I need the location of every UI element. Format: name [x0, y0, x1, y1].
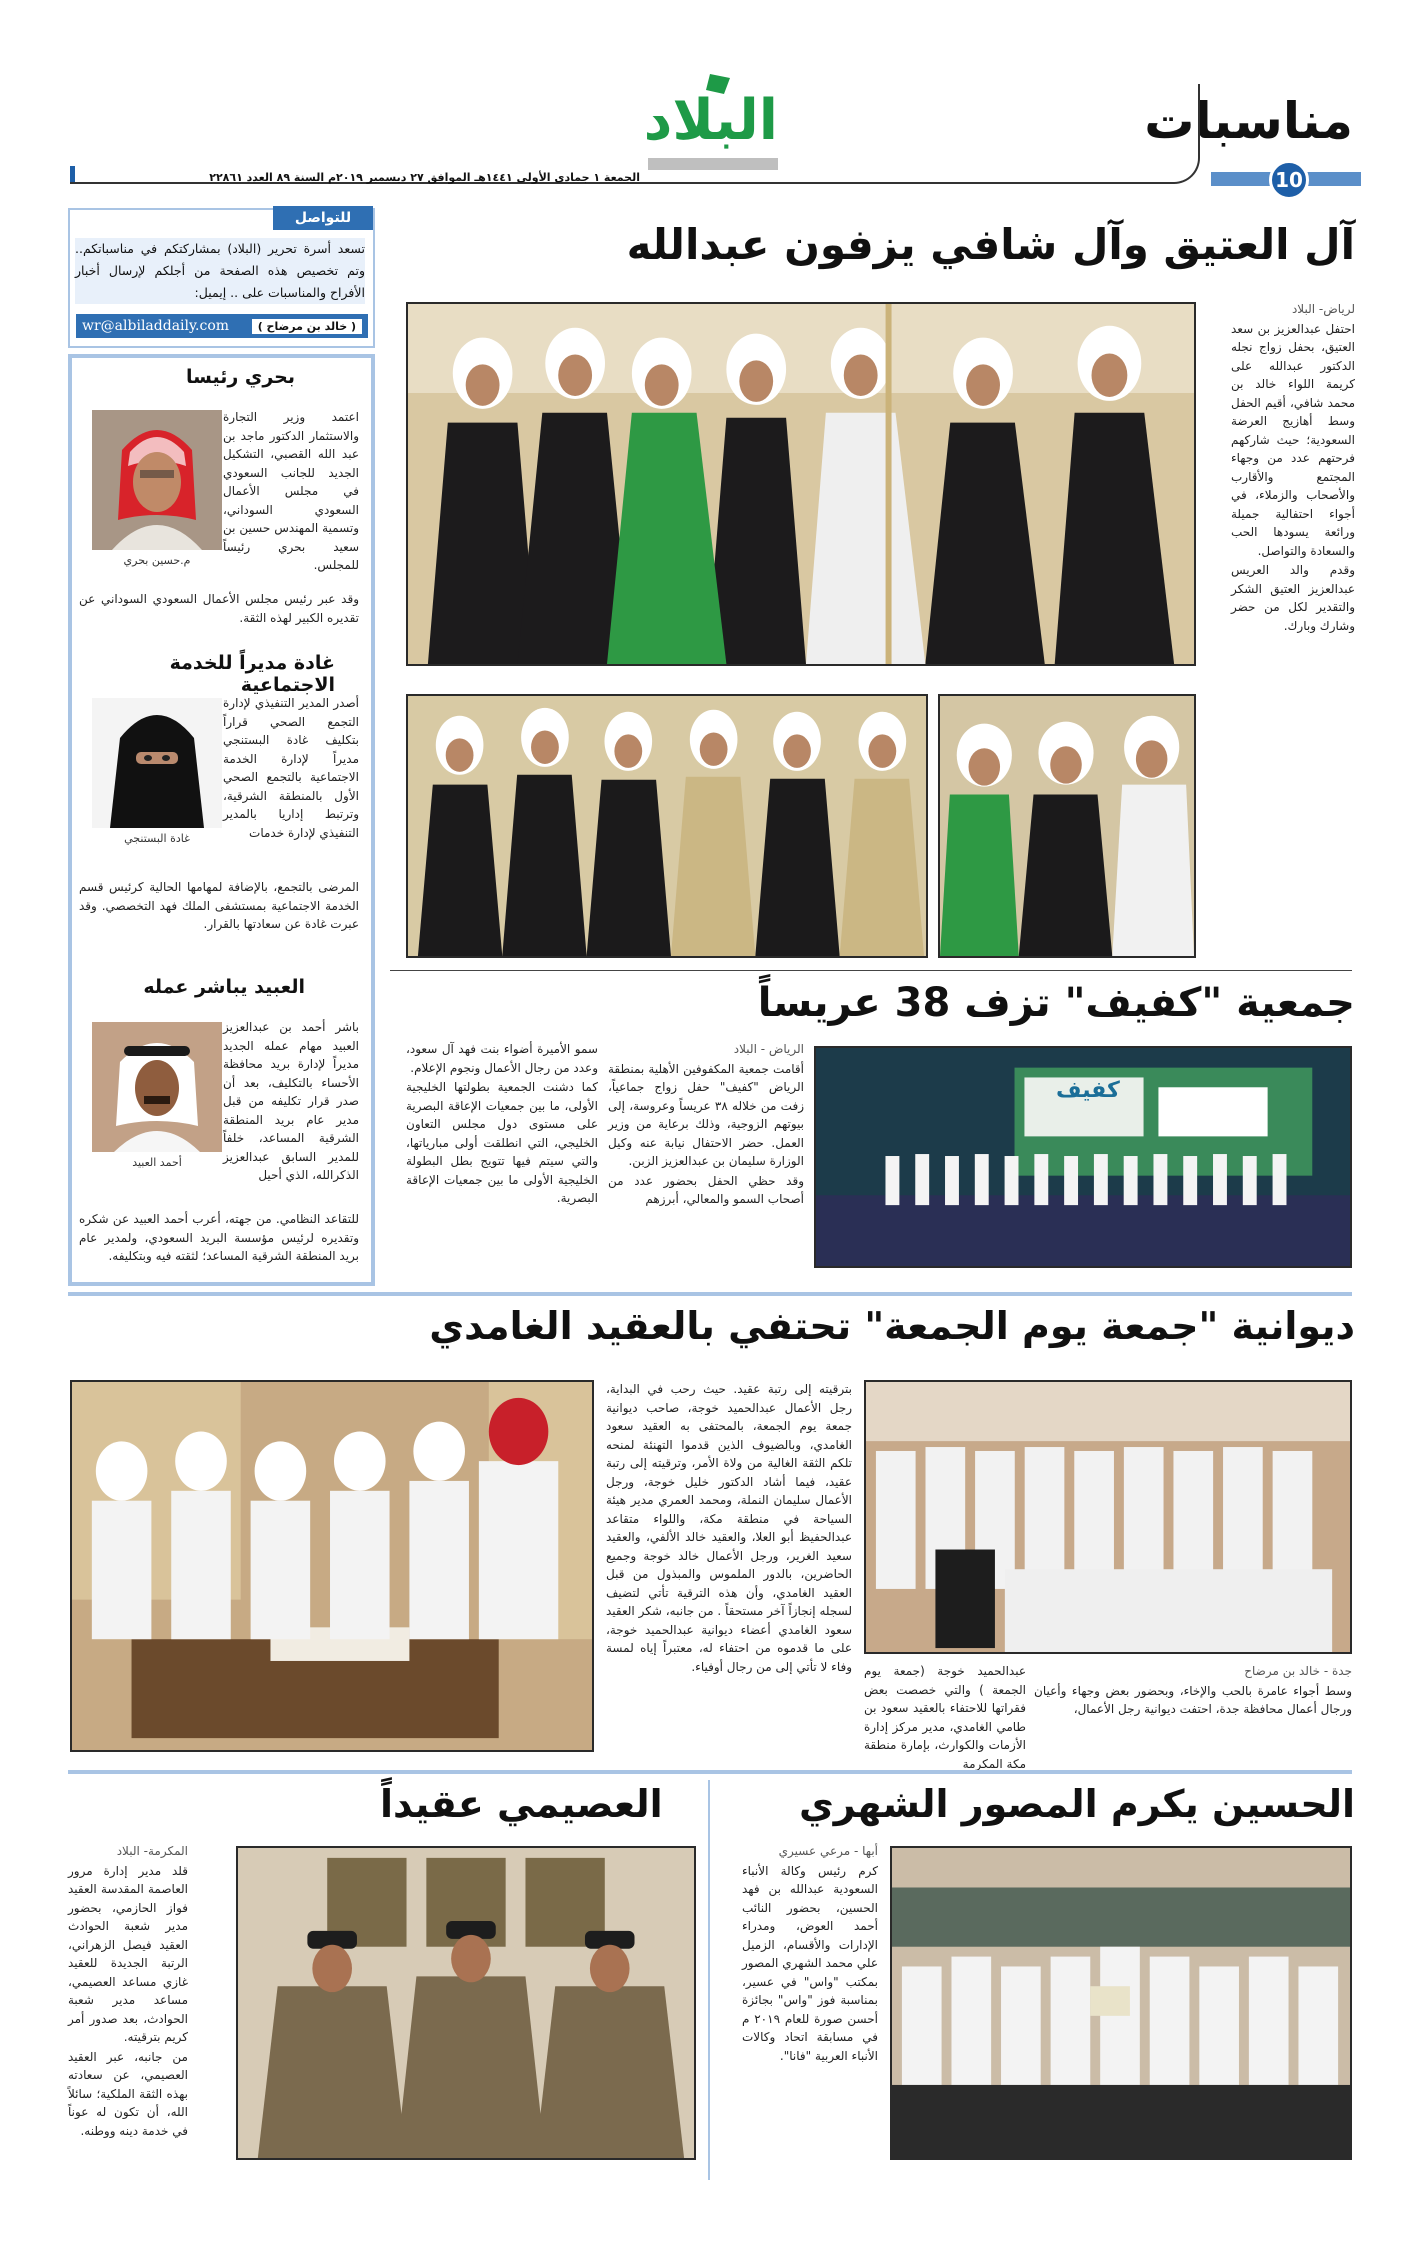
story1-main-photo — [406, 302, 1196, 666]
sidebar-title-obaid: العبيد يباشر عمله — [143, 976, 305, 998]
contact-box — [68, 208, 375, 348]
story5-text: قلد مدير إدارة مرور العاصمة المقدسة العقيد فواز الحازمي، بحضور مدير شعبة الحوادث العقيد فيصل الزهراني، الرتبة الجديدة للعقيد غازي مساعد العصيمي، مساعد مدير شعبة الحوادث، بعد صدور أمر كريم بترقيته. — [68, 1863, 188, 2044]
story1-photo-left — [406, 694, 928, 958]
story5-tail: من جانبه، عبر العقيد العصيمي، عن سعادته بهذه الثقة الملكية؛ سائلاً الله، أن تكون له عوناً في خدمة دينه ووطنه. — [68, 2049, 188, 2138]
sidebar-text-obaid: باشر أحمد بن عبدالعزيز العبيد مهام عمله الجديد مديراً لإدارة بريد محافظة الأحساء بالتكليف، بعد أن صدر قرار تكليفه من قبل مدير عام بريد المنطقة الشرقية المساعد، خلفاً للمدير السابق عبدالعزيز الذكرالله، الذي أحيل — [223, 1020, 359, 1182]
issue-dateline: الجمعة ١ جمادى الأولى ١٤٤١هـ الموافق ٢٧ ديسمبر ٢٠١٩م السنة ٨٩ العدد ٢٢٨٦١ — [209, 171, 640, 184]
page-number-badge — [1269, 160, 1309, 200]
story1-photo-right — [938, 694, 1196, 958]
contact-title: للتواصل — [273, 206, 373, 230]
caption-bahri: م.حسين بحري — [123, 554, 191, 567]
story1-tail: وقدم والد العريس عبدالعزيز العتيق الشكر والتقدير لكل من حضر وشارك وبارك. — [1231, 563, 1355, 633]
sidebar-text-ghada: أصدر المدير التنفيذي لإدارة التجمع الصحي قراراً بتكليف غادة البستنجي مديراً لإدارة الخدمة الاجتماعية بالتجمع الصحي الأول بالمنطقة الشرقية، وترتبط إداريا بالمدير التنفيذي لإدارة خدمات — [223, 696, 359, 840]
sidebar-title-bahri: بحري رئيسا — [186, 366, 295, 388]
story2-headline: جمعية "كفيف" تزف 38 عريساً — [757, 980, 1355, 1026]
sidebar-body-ghada — [223, 694, 359, 874]
logo — [643, 70, 778, 180]
contact-email-link[interactable]: wr@albiladdaily.com — [82, 318, 230, 334]
divider-1 — [390, 970, 1352, 971]
sidebar-text-bahri: اعتمد وزير التجارة والاستثمار الدكتور ماجد بن عبد الله القصبي، التشكيل الجديد للجانب السعودي في مجلس الأعمال السعودي السوداني، وتسمية المهندس حسين بن سعيد بحري رئيساً للمجلس. — [223, 410, 359, 572]
portrait-bahri-icon — [92, 410, 222, 550]
sidebar-body-bahri — [223, 408, 359, 588]
story1-text: احتفل عبدالعزيز بن سعد العتيق، بحفل زواج نجله الدكتور عبدالله على كريمة اللواء خالد بن محمد شافي، أقيم الحفل وسط أهازيج العرضة السعودية؛ حيث شاركهم فرحتهم عدد من وجهاء المجتمع والأقارب والأصحاب والزملاء، في أجواء احتفالية جميلة ورائعة يسودها الحب والسعادة والتواصل. — [1231, 321, 1355, 558]
section-title: مناسبات — [1144, 92, 1353, 150]
sidebar-tail-bahri: وقد عبر رئيس مجلس الأعمال السعودي السوداني عن تقديره الكبير لهذه الثقة. — [79, 592, 359, 625]
story5-dateline: المكرمة- البلاد — [116, 1844, 188, 1858]
editor-name: ( خالد بن مرضاح ) — [252, 319, 362, 334]
groom-sword-photo-icon — [940, 696, 1194, 956]
story2-col2 — [406, 1040, 598, 1264]
wedding-guests-photo-icon — [408, 696, 926, 956]
story3-photo-right — [864, 1380, 1352, 1654]
story5-photo — [236, 1846, 696, 2160]
story3-lead — [1034, 1662, 1352, 1754]
story2-text-1: أقامت جمعية المكفوفين الأهلية بمنطقة الرياض "كفيف" حفل زواج جماعياً، زفت من خلاله ٣٨ عريساً وعروسة، إلى بيوتهم الزوجية، وذلك برعاية من وزير العمل. حضر الاحتفال نيابة عنه وكيل الوزارة سليمان بن عبدالعزيز الزبن. — [608, 1061, 804, 1168]
divider-2 — [68, 1292, 1352, 1296]
photo-bahri — [92, 410, 222, 550]
photo-ghada — [92, 698, 222, 828]
cake-cutting-photo-icon — [72, 1382, 592, 1750]
award-ceremony-photo-icon — [892, 1848, 1350, 2158]
sidebar-title-ghada: غادة مديراً للخدمة الاجتماعية — [169, 652, 335, 696]
sidebar-frame — [68, 354, 375, 1286]
story4-dateline: أبها - مرعي عسيري — [778, 1844, 878, 1858]
dateline-bar — [70, 166, 640, 182]
logo-text: البلاد — [643, 88, 778, 153]
story2-photo — [814, 1046, 1352, 1268]
story2-text-2: سمو الأميرة أضواء بنت فهد آل سعود، وعدد من رجال الأعمال ونجوم الإعلام. — [406, 1042, 598, 1075]
sidebar-tail-obaid: للتقاعد النظامي. من جهته، أعرب أحمد العبيد عن شكره وتقديره لرئيس مؤسسة البريد السعودي، ولمدير عام بريد المنطقة الشرقية المساعد؛ لثقته فيه وبتكليفه. — [79, 1212, 359, 1263]
caption-obaid: أحمد العبيد — [132, 1156, 182, 1169]
story2-text-1-tail: وقد حظي الحفل بحضور عدد من أصحاب السمو والمعالي، أبرزهم — [608, 1173, 804, 1206]
story2-dateline: الرياض - البلاد — [733, 1042, 804, 1056]
story3-dateline: جدة - خالد بن مرضاح — [1244, 1664, 1352, 1678]
story2-banner-text: كفيف — [1056, 1078, 1120, 1103]
sidebar-tail-ghada: المرضى بالتجمع، بالإضافة لمهامها الحالية كرئيس قسم الخدمة الاجتماعية بمستشفى الملك فهد التخصصي. وقد عبرت غادة عن سعادتها بالقرار. — [79, 880, 359, 931]
contact-email-row — [76, 314, 368, 338]
groom-group-photo-icon — [408, 304, 1194, 664]
story1-body — [1231, 300, 1355, 680]
story5-headline: العصيمي عقيداً — [380, 1782, 663, 1826]
diwaniya-group-photo-icon — [866, 1382, 1350, 1652]
story4-photo — [890, 1846, 1352, 2160]
story3-photo-left — [70, 1380, 594, 1752]
divider-3 — [68, 1770, 1352, 1774]
story4-text: كرم رئيس وكالة الأنباء السعودية عبدالله بن فهد الحسين، بحضور النائب أحمد العوض، ومدراء الإدارات والأقسام، الزميل علي محمد الشهري المصور بمكتب "واس" في عسير، بمناسبة فوز "واس" بجائزة أحسن صورة للعام ٢٠١٩ م في مسابقة اتحاد وكالات الأنباء العربية "فانا". — [742, 1863, 878, 2063]
page-number: 10 — [1275, 168, 1303, 192]
story1-dateline: لرياض- البلاد — [1291, 302, 1355, 316]
portrait-ghada-icon — [92, 698, 222, 828]
story1-headline: آل العتيق وآل شافي يزفون عبدالله — [626, 220, 1355, 269]
story4-body — [742, 1842, 878, 2162]
contact-body: تسعد أسرة تحرير (البلاد) بمشاركتكم في مناسباتكم.. وتم تخصيص هذه الصفحة من أجلكم لإرسال أخبار الأفراح والمناسبات على .. إيميل: — [75, 238, 365, 304]
story3-lead-text: وسط أجواء عامرة بالحب والإخاء، وبحضور بعض وجهاء وأعيان ورجال أعمال محافظة جدة، احتفت ديوانية رجل الأعمال، — [1034, 1683, 1352, 1716]
story5-body — [68, 1842, 188, 2172]
sidebar-body-obaid — [223, 1018, 359, 1202]
police-promotion-photo-icon — [238, 1848, 694, 2158]
story4-headline: الحسين يكرم المصور الشهري — [798, 1782, 1355, 1826]
caption-ghada: غادة البستنجي — [124, 832, 190, 845]
story2-text-2-tail: كما دشنت الجمعية بطولتها الخليجية الأولى، ما بين جمعيات الإعاقة البصرية على مستوى دول مجلس التعاون الخليجي، التي انطلقت أولى مبارياتها، والتي سيتم فيها تتويج بطل البطولة الخليجية الأولى ما بين جمعيات الإعاقة البصرية. — [406, 1080, 598, 1205]
photo-obaid — [92, 1022, 222, 1152]
story3-photo-caption: عبدالحميد خوجة (جمعة يوم الجمعة ) والتي خصصت بعض فقراتها للاحتفاء بالعقيد سعود بن طامي الغامدي، مدير مركز إدارة الأزمات والكوارث، بإمارة منطقة مكة المكرمة — [864, 1664, 1026, 1771]
story3-headline: ديوانية "جمعة يوم الجمعة" تحتفي بالعقيد الغامدي — [429, 1304, 1355, 1348]
story3-body: بترقيته إلى رتبة عقيد. حيث رحب في البداية، رجل الأعمال عبدالحميد خوجة، صاحب ديوانية جمعة يوم الجمعة، بالمحتفى به العقيد سعود الغامدي، وبالضيوف الذين قدموا التهنئة لمنحه تلكم الثقة الغالية من ولاة الأمر، وترقيته إلى رتبة عقيد، فيما أشاد الدكتور خليل خوجة، ورجل الأعمال سليمان النملة، ومحمد العمري مدير هيئة السياحة في منطقة مكة، واللواء متقاعد عبدالحفيظ أبو العلا، والعقيد خالد الألفي، والعقيد سعيد الغرير، ورجل الأعمال خالد خوجة وجميع الحاضرين، بالدور الملموس والمبذول من قبل العقيد الغامدي، وأن هذه الترقية تأتي لتضيف لسجله إنجازاً آخر مستحقاً . من جانبه، شكر العقيد سعود الغامدي أعضاء ديوانية عبدالحميد خوجة، على ما قدموه من احتفاء له، معتبراً إياه لمسة وفاء لا تأتي إلى من رجال أوفياء. — [606, 1382, 852, 1674]
story2-col1 — [608, 1040, 804, 1264]
portrait-obaid-icon — [92, 1022, 222, 1152]
divider-vertical — [708, 1780, 710, 2180]
